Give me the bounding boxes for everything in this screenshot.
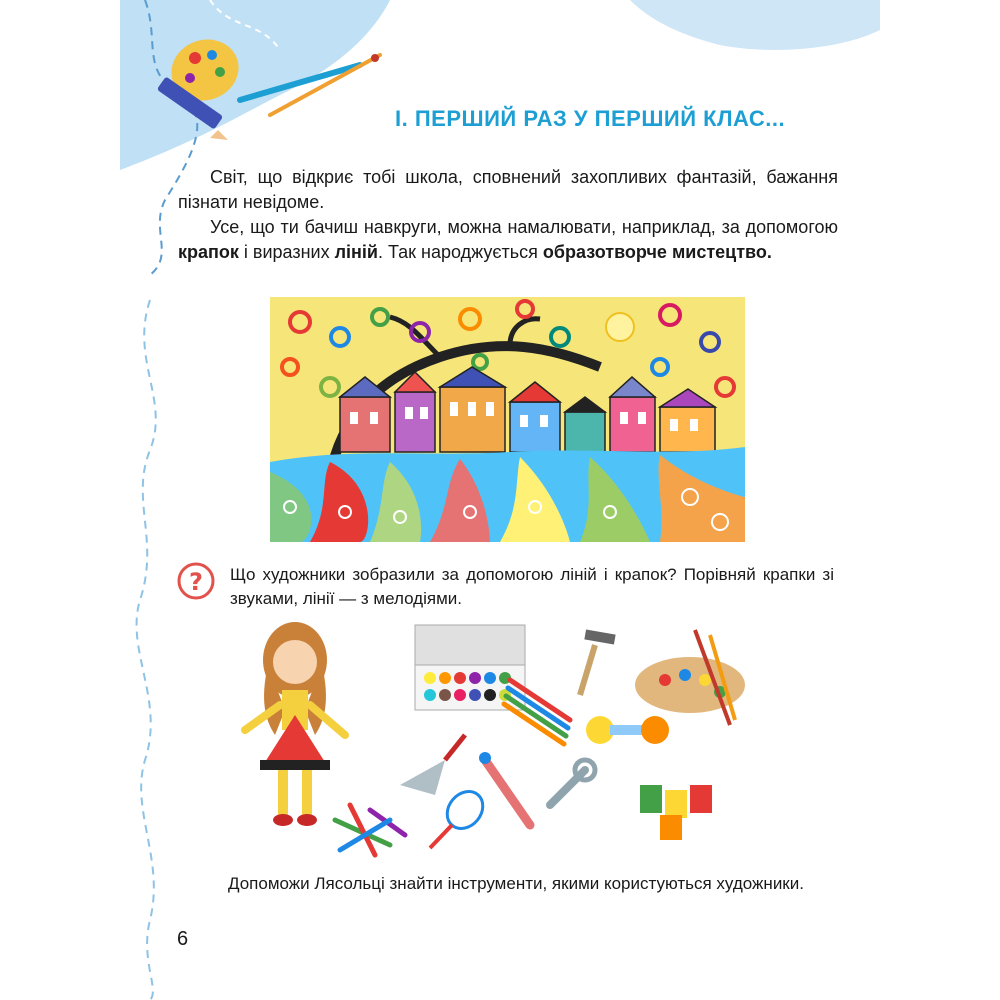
page-title: І. ПЕРШИЙ РАЗ У ПЕРШИЙ КЛАС... [395,106,786,131]
question-mark-icon [177,562,215,600]
intro-paragraph-2 [178,215,838,265]
keyword-dots: крапок [178,242,239,262]
page-number: 6 [177,928,189,950]
task-text: Допоможи Лясольці знайти інструменти, якими користуються художники. [228,874,804,893]
intro-text: і виразних [238,242,335,262]
palette-and-pencil-icon [150,30,390,150]
tools-illustration [240,620,760,870]
painting-illustration [270,297,745,542]
keyword-lines: ліній [334,242,378,262]
svg-text:?: ? [189,568,203,596]
intro-paragraph-1: Світ, що відкриє тобі школа, сповнений захопливих фантазій, бажання пізнати невідоме. [178,167,838,212]
intro-text: Усе, що ти бачиш навкруги, можна намалювати, наприклад, за допомогою [210,217,838,237]
intro-text: . [766,242,772,262]
girl-figure [245,622,345,826]
question-text: Що художники зобразили за допомогою ліній і крапок? Порівняй крапки зі звуками, лінії — з мелодіями. [230,565,834,608]
intro-text: . Так народжується [377,242,543,262]
keyword-fine-art: образотворче мистецтво [542,242,767,262]
